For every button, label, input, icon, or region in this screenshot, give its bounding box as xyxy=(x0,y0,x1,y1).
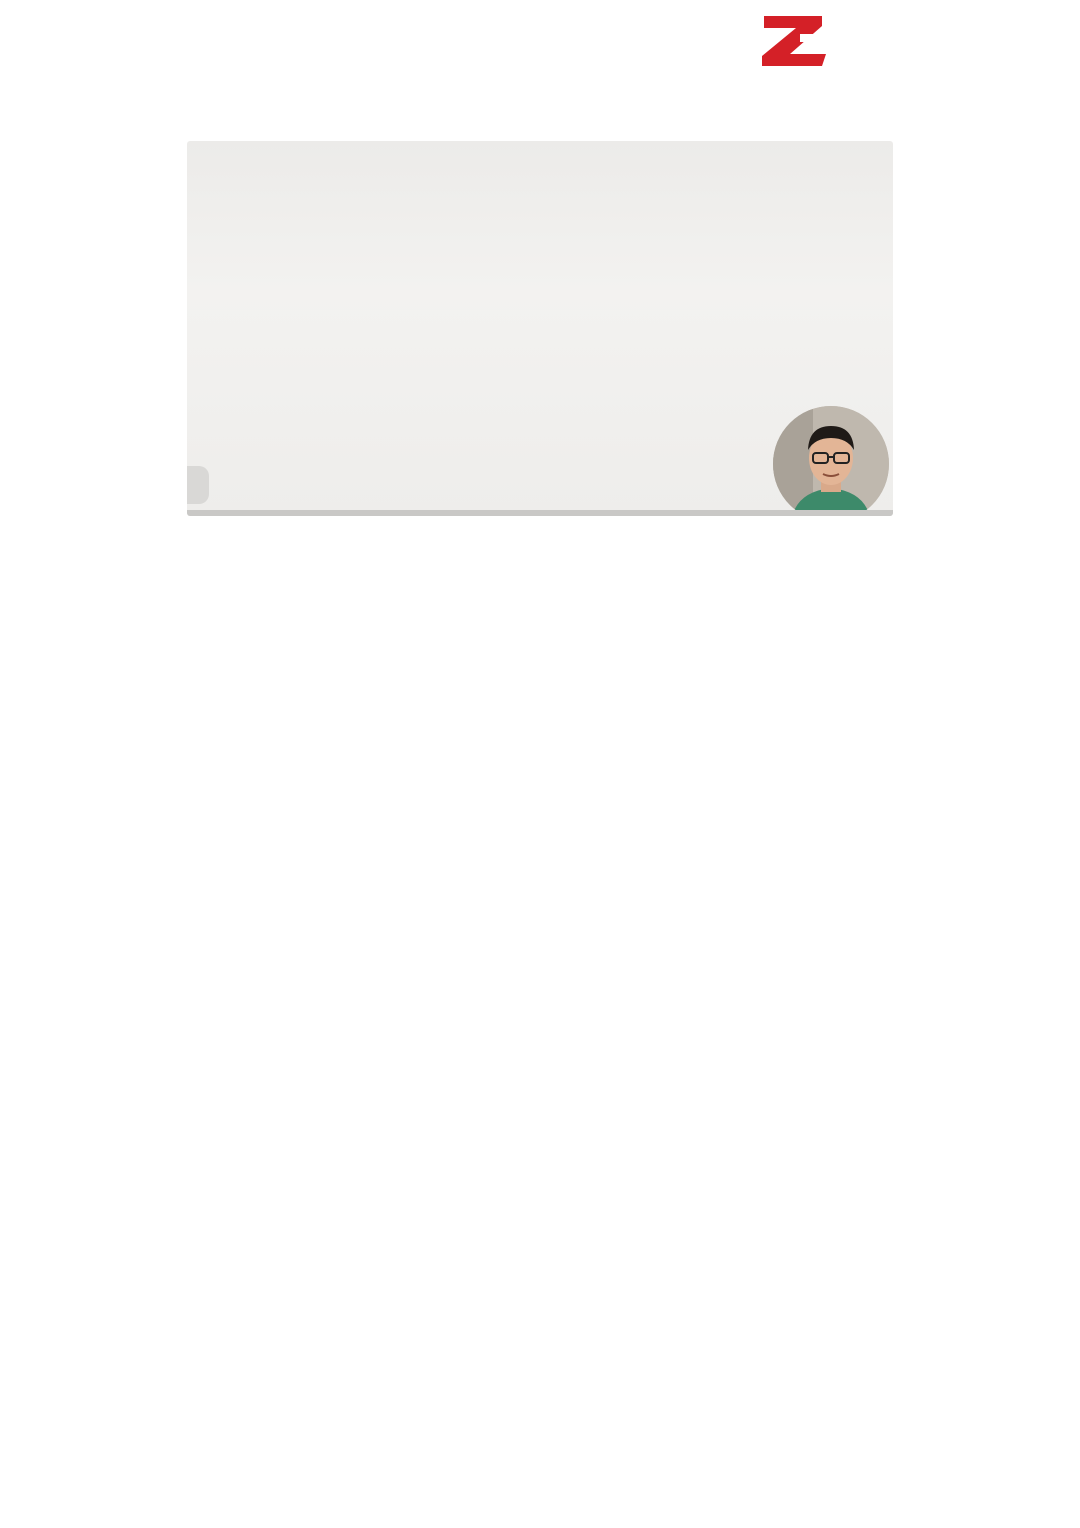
presenter-avatar xyxy=(773,406,889,516)
person-avatar-icon xyxy=(773,406,889,516)
photo-edge-shadow xyxy=(187,466,209,504)
notes-photo xyxy=(187,141,893,516)
photo-bottom-bar xyxy=(187,510,893,516)
z-logo-icon xyxy=(760,10,836,68)
brand-logo xyxy=(760,10,1070,70)
